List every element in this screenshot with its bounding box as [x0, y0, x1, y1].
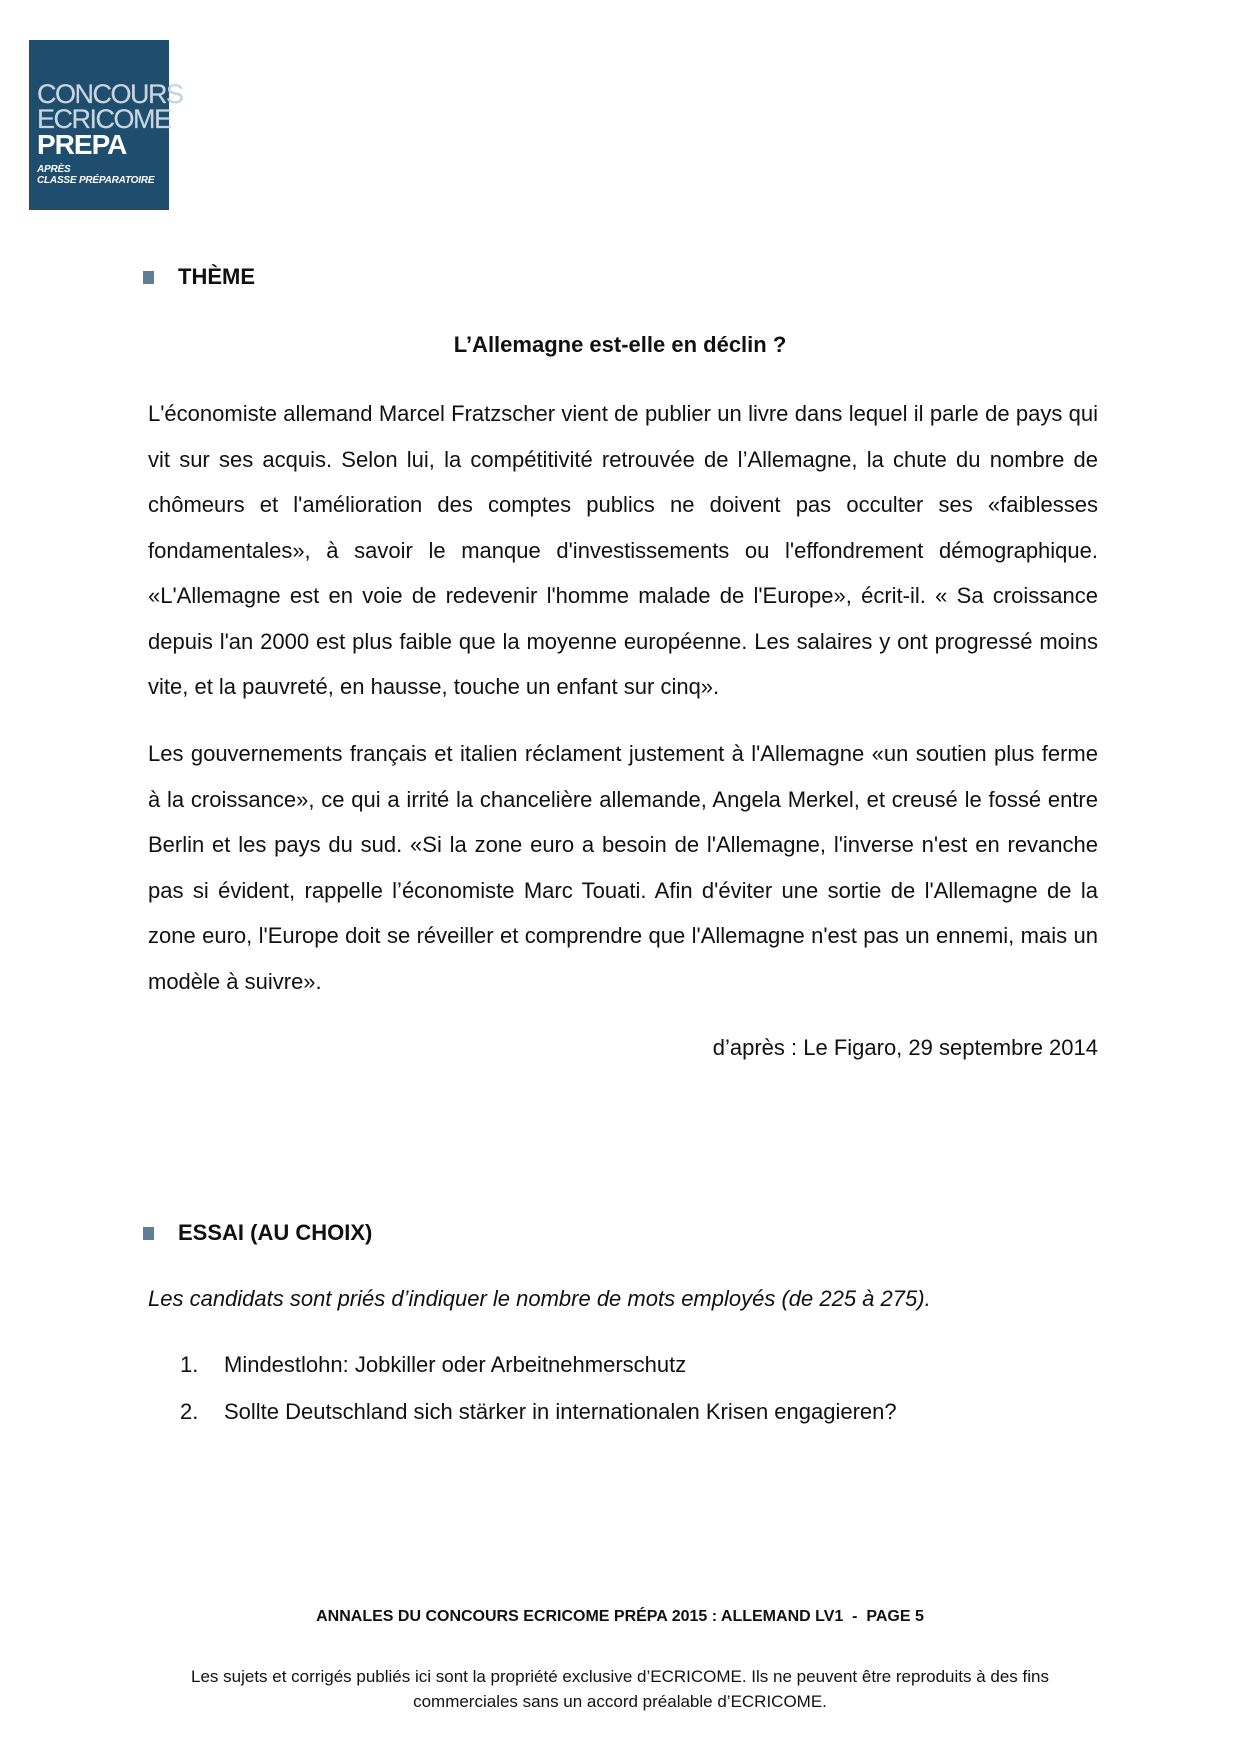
essay-topic-list — [180, 1352, 897, 1446]
list-item-number: 2. — [180, 1399, 199, 1424]
essay-instructions: Les candidats sont priés d’indiquer le nombre de mots employés (de 225 à 275). — [148, 1286, 931, 1311]
logo-line-concours: CONCOURS — [37, 79, 183, 109]
list-item-text: Mindestlohn: Jobkiller oder Arbeitnehmerschutz — [224, 1352, 687, 1377]
logo-line-prepa: PREPA — [37, 129, 127, 160]
square-bullet-icon — [143, 1227, 154, 1240]
footer-note: Les sujets et corrigés publiés ici sont la propriété exclusive d’ECRICOME. Ils ne peuvent être reproduits à des fins commerciales sans un accord préalable d’ECRICOME. — [191, 1667, 1049, 1711]
article-paragraph-1: L'économiste allemand Marcel Fratzscher vient de publier un livre dans lequel il parle de pays qui vit sur ses acquis. Selon lui, la compétitivité retrouvée de l’Allemagne, la chute du nombre de chômeurs et l'amélioration des comptes publics ne doivent pas occulter ses «faiblesses fondamentales», à savoir le manque d'investissements ou l'effondrement démographique. «L'Allemagne est en voie de redevenir l'homme malade de l'Europe», écrit-il. « Sa croissance depuis l'an 2000 est plus faible que la moyenne européenne. Les salaires y ont progressé moins vite, et la pauvreté, en hausse, touche un enfant sur cinq». — [148, 401, 1098, 699]
section-heading-essai — [143, 1220, 372, 1246]
article-title: L’Allemagne est-elle en déclin ? — [453, 332, 787, 357]
list-item-number: 1. — [180, 1352, 199, 1377]
list-item — [180, 1352, 897, 1399]
list-item — [180, 1399, 897, 1446]
section-heading-label: ESSAI (AU CHOIX) — [178, 1220, 373, 1245]
ecricome-logo — [29, 40, 183, 210]
footer-title: ANNALES DU CONCOURS ECRICOME PRÉPA 2015 : ALLEMAND LV1 - PAGE 5 — [316, 1608, 924, 1625]
section-heading-theme — [143, 264, 255, 290]
logo-line-apres: APRÈS — [37, 164, 71, 175]
square-bullet-icon — [143, 271, 154, 284]
article-paragraph-2: Les gouvernements français et italien réclament justement à l'Allemagne «un soutien plus ferme à la croissance», ce qui a irrité la chancelière allemande, Angela Merkel, et creusé le fossé entre Berlin et les pays du sud. «Si la zone euro a besoin de l'Allemagne, l'inverse n'est en revanche pas si évident, rappelle l’économiste Marc Touati. Afin d'éviter une sortie de l'Allemagne de la zone euro, l'Europe doit se réveiller et comprendre que l'Allemagne n'est pas un ennemi, mais un modèle à suivre». — [148, 741, 1098, 994]
logo-line-classe: CLASSE PRÉPARATOIRE — [37, 175, 155, 186]
section-heading-label: THÈME — [178, 264, 255, 289]
logo-line-ecricome: ECRICOME — [37, 104, 171, 134]
article-source: d’après : Le Figaro, 29 septembre 2014 — [712, 1035, 1098, 1060]
list-item-text: Sollte Deutschland sich stärker in internationalen Krisen engagieren? — [224, 1399, 897, 1424]
